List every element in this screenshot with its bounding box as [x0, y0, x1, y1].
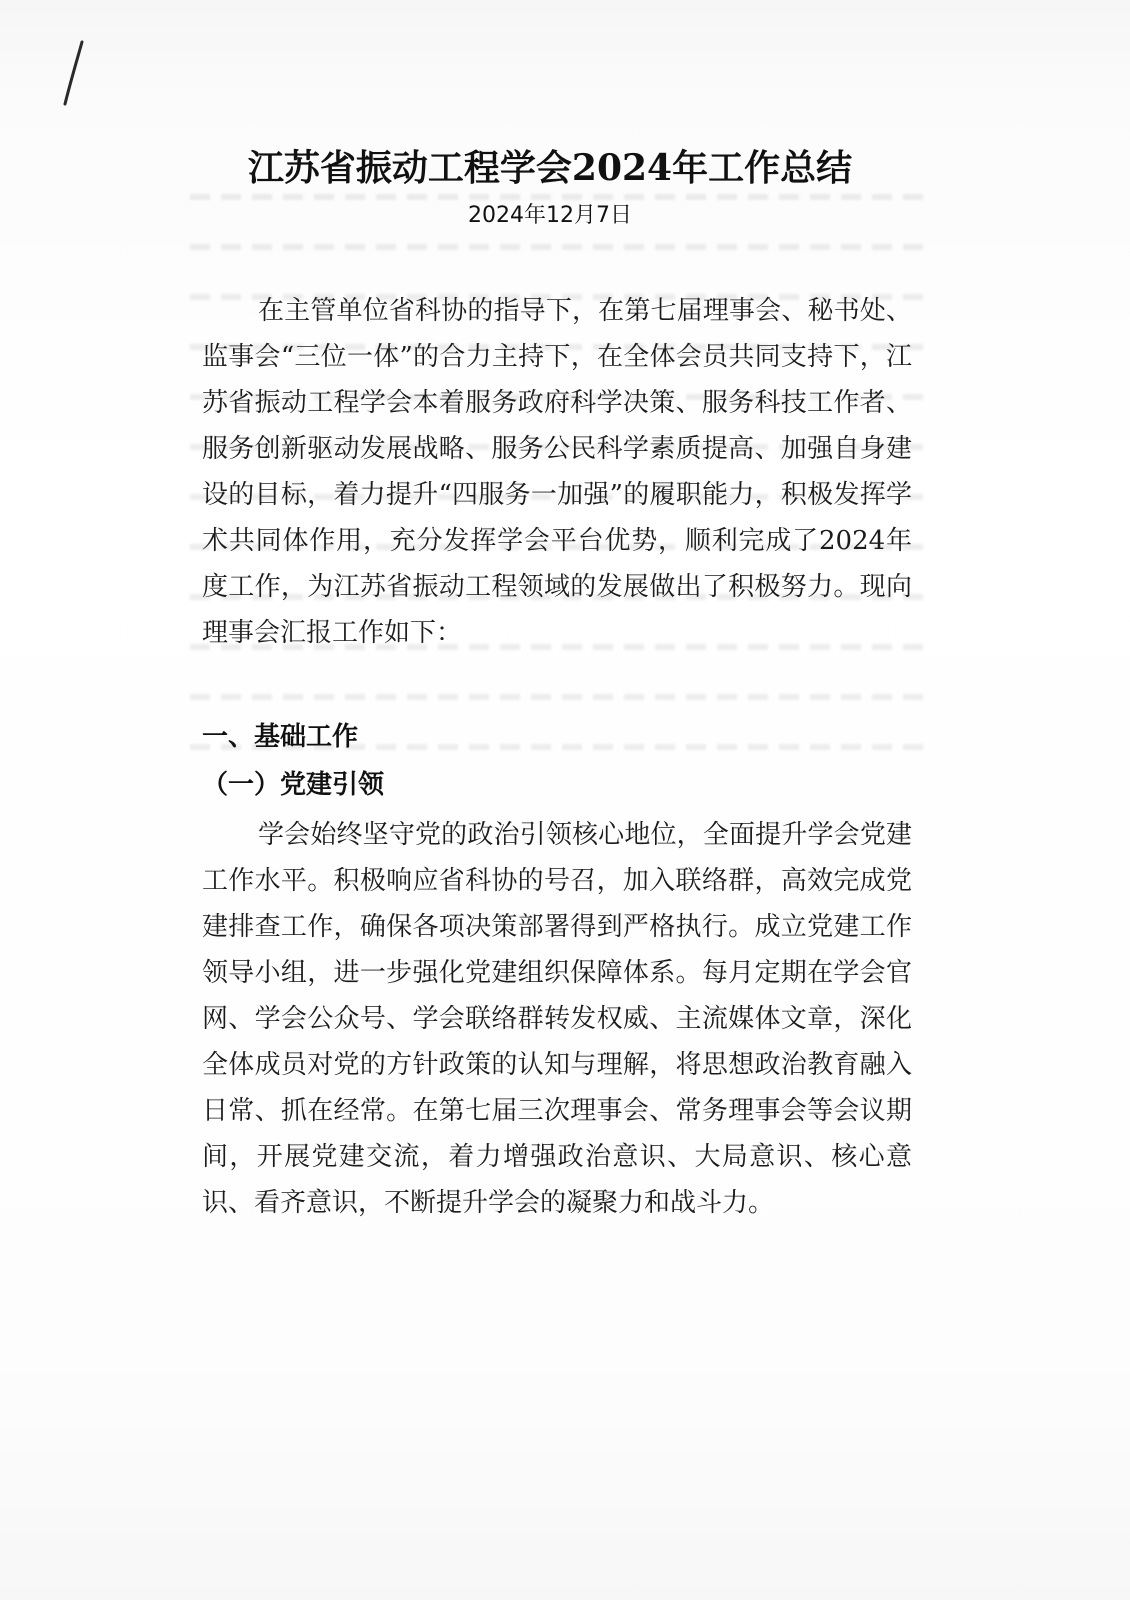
subsection-paragraph: 学会始终坚守党的政治引领核心地位，全面提升学会党建工作水平。积极响应省科协的号召，加入联络群，高效完成党建排查工作，确保各项决策部署得到严格执行。成立党建工作领导小组，进一步强化党建组织保障体系。每月定期在学会官网、学会公众号、学会联络群转发权威、主流媒体文章，深化全体成员对党的方针政策的认知与理解，将思想政治教育融入日常、抓在经常。在第七届三次理事会、常务理事会等会议期间，开展党建交流，着力增强政治意识、大局意识、核心意识、看齐意识，不断提升学会的凝聚力和战斗力。: [202, 820, 912, 1218]
subsection-heading: （一）党建引领: [202, 770, 385, 800]
section-heading: 一、基础工作: [202, 722, 359, 752]
document-date: 2024年12月7日: [468, 203, 632, 228]
document-title: 江苏省振动工程学会2024年工作总结: [247, 147, 853, 189]
intro-paragraph: 在主管单位省科协的指导下，在第七届理事会、秘书处、监事会“三位一体”的合力主持下，在全体会员共同支持下，江苏省振动工程学会本着服务政府科学决策、服务科技工作者、服务创新驱动发展战略、服务公民科学素质提高、加强自身建设的目标，着力提升“四服务一加强”的履职能力，积极发挥学术共同体作用，充分发挥学会平台优势，顺利完成了2024年度工作，为江苏省振动工程领域的发展做出了积极努力。现向理事会汇报工作如下：: [202, 296, 912, 648]
pen-stroke-mark: [55, 38, 89, 108]
